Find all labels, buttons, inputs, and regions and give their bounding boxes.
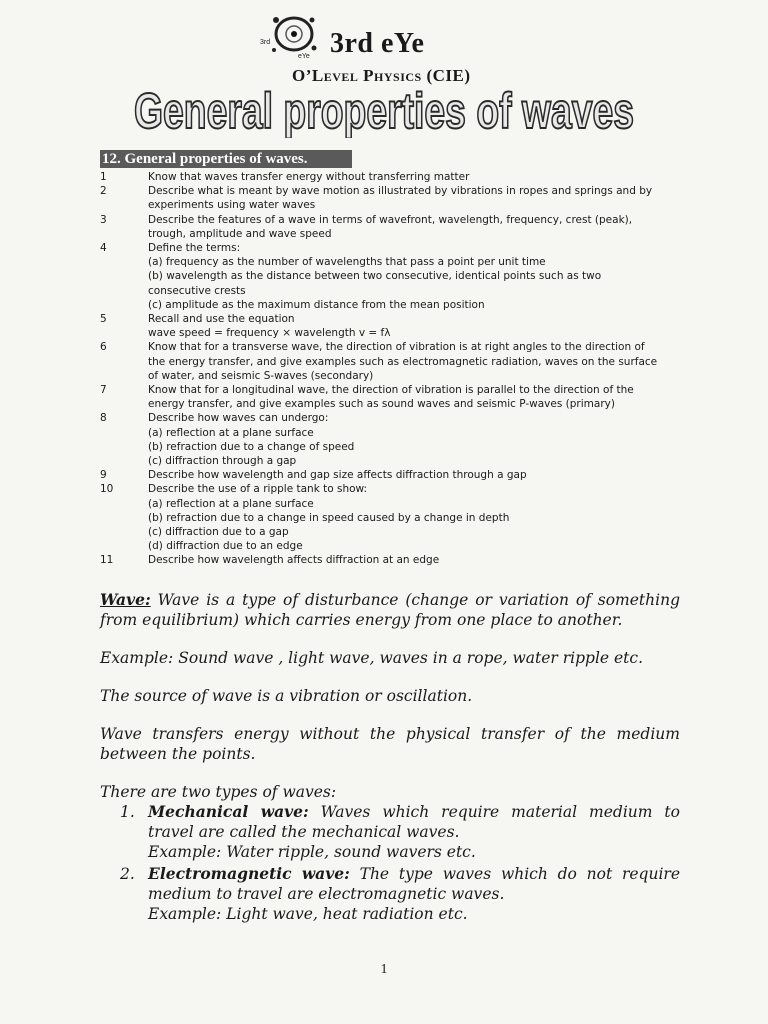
type-description: The type waves which do not require medium to travel are electromagnetic waves. [148,865,681,903]
example-line: Example: Sound wave , light wave, waves in a rope, water ripple etc. [100,649,644,667]
objective-number: 2 [100,185,107,198]
eye-logo-icon [258,10,328,62]
course-subtitle: O’Level Physics (CIE) [292,66,471,85]
objective-number: 5 [100,313,107,326]
list-item [120,802,680,862]
objective-text: Know that for a longitudinal wave, the direction of vibration is parallel to the direction of the energy transfer, and give examples such as sound waves and seismic P-waves (primary) [148,384,634,411]
objective-number: 7 [100,384,107,397]
wave-term: Wave: [100,590,151,609]
objective-text: Describe what is meant by wave motion as illustrated by vibrations in ropes and springs and by experiments using water waves [148,185,653,212]
objective-number: 9 [100,469,107,482]
type-example: Example: Water ripple, sound wavers etc. [148,843,476,861]
list-item-number: 2. [120,865,135,883]
document-header [0,10,768,85]
objective-number: 8 [100,412,107,425]
objective-row [100,553,680,567]
objective-row [100,468,680,482]
objective-row [100,184,680,212]
notes-section [100,590,680,926]
type-description: Waves which require material medium to travel are called the mechanical waves. [148,803,680,841]
brand-name: 3rd eYe [330,28,425,59]
objective-row [100,482,680,553]
objective-text: Define the terms: (a) frequency as the number of wavelengths that pass a point per unit time (b) wavelength as the distance between two consecutive, identical points such as two consecutive crests (c) amplitude as the maximum distance from the mean position [148,242,602,311]
objective-text: Describe the use of a ripple tank to show: (a) reflection at a plane surface (b) refraction due to a change in speed caused by a change in depth (c) diffraction due to a gap (d) diffraction due to an edge [148,483,510,553]
objective-text: Describe how wavelength affects diffraction at an edge [148,554,440,567]
objective-text: Know that waves transfer energy without transferring matter [148,171,470,183]
type-term: Mechanical wave: [148,802,309,821]
section-heading: 12. General properties of waves. [100,150,352,168]
page-number: 1 [380,962,388,977]
objective-text: Recall and use the equation wave speed = frequency × wavelength v = fλ [148,313,391,340]
objective-row [100,383,680,411]
objective-row [100,213,680,241]
objective-text: Describe how waves can undergo: (a) reflection at a plane surface (b) refraction due to a change of speed (c) diffraction through a gap [148,412,355,468]
objective-row [100,312,680,340]
objective-number: 3 [100,213,107,226]
source-line: The source of wave is a vibration or oscillation. [100,687,473,705]
objective-text: Describe the features of a wave in terms of wavefront, wavelength, frequency, crest (peak), trough, amplitude and wave speed [148,213,633,240]
objective-number: 1 [100,171,107,183]
objective-number: 10 [100,483,114,496]
learning-objectives-list [100,170,680,568]
wave-definition-text: Wave is a type of disturbance (change or variation of something from equilibrium) which carries energy from one place to another. [100,591,680,629]
objective-number: 4 [100,242,107,255]
types-intro: There are two types of waves: [100,783,337,801]
objective-number: 6 [100,341,107,354]
page-title-graphic [0,82,768,138]
logo-text-3rd: 3rd [260,39,271,46]
objective-row [100,170,680,184]
page-title-text: General properties of waves [134,83,634,138]
objective-row [100,340,680,383]
type-example: Example: Light wave, heat radiation etc. [148,905,468,923]
objective-row [100,241,680,312]
objective-row [100,411,680,468]
objective-text: Describe how wavelength and gap size affects diffraction through a gap [148,469,527,482]
list-item [120,864,680,924]
objective-number: 11 [100,554,114,567]
logo-text-eye: eYe [298,53,310,60]
transfer-line: Wave transfers energy without the physical transfer of the medium between the points. [100,725,680,763]
list-item-number: 1. [120,803,135,821]
objective-text: Know that for a transverse wave, the direction of vibration is at right angles to the direction of the energy transfer, and give examples such as electromagnetic radiation, waves on the surface of water, and seismic S-waves (secondary) [148,341,658,382]
type-term: Electromagnetic wave: [148,864,350,883]
wave-types-list [100,802,680,924]
page-title [0,82,768,138]
wave-definition [100,590,680,630]
